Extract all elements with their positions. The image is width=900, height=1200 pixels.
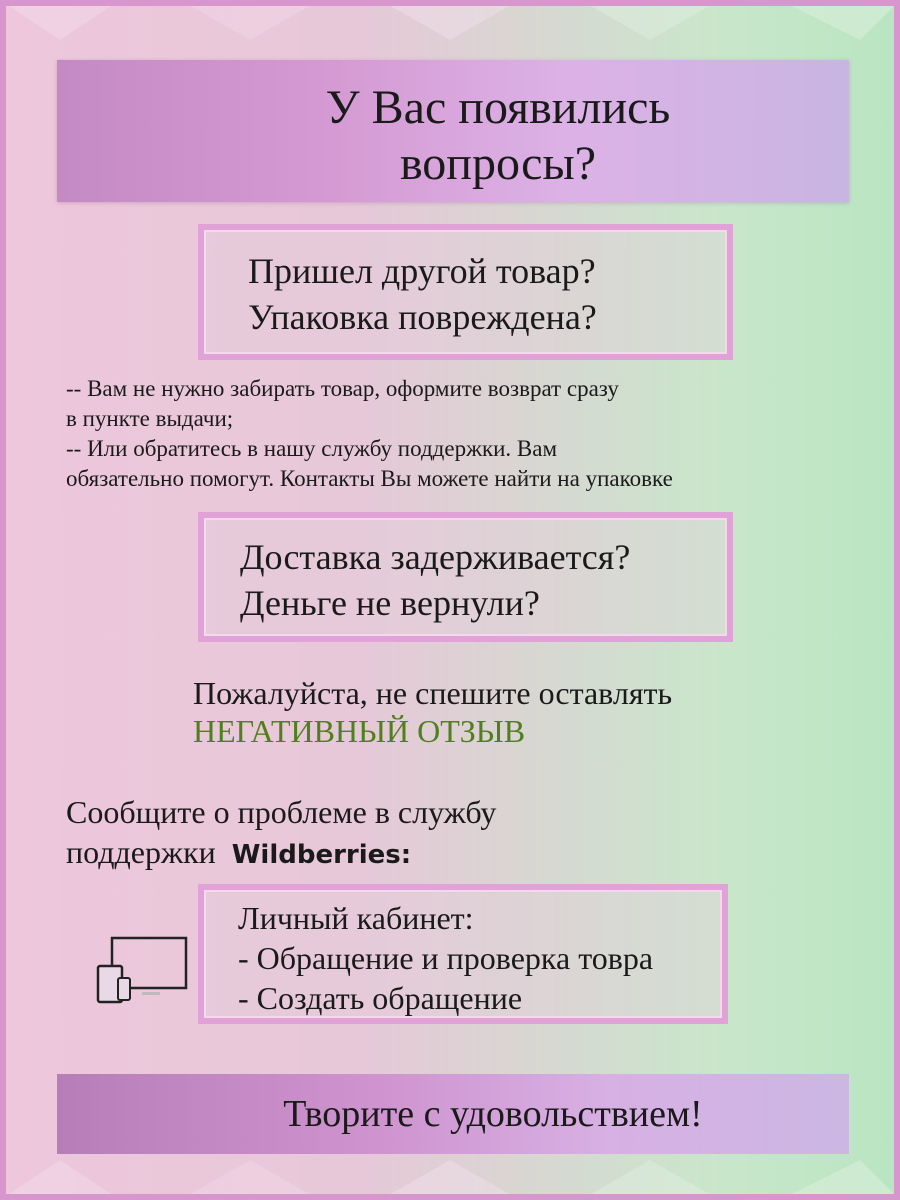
- report-line-2: [66, 832, 496, 875]
- please-message: [193, 674, 672, 750]
- header-title-line2: вопросы?: [399, 137, 597, 190]
- report-line: Сообщите о проблеме в службу: [66, 794, 497, 830]
- question-box-delivery: [198, 512, 733, 642]
- advice-note-line: в пункте выдачи;: [66, 406, 234, 431]
- advice-note-line: обязательно помогут. Контакты Вы можете найти на упаковке: [66, 466, 673, 491]
- advice-note-line: -- Или обратитесь в нашу службу поддержки. Вам: [66, 436, 558, 461]
- question-box-line: Доставка задерживается?: [240, 537, 631, 577]
- question-box-line: Пришел другой товар?: [248, 251, 596, 291]
- question-box-line: Упаковка повреждена?: [248, 297, 597, 337]
- header-title-line1: У Вас появились: [325, 81, 671, 134]
- question-box-wrong-item: [198, 224, 733, 360]
- footer-text: Творите с удовольствием!: [283, 1093, 703, 1135]
- decorative-pattern-top: [0, 0, 900, 40]
- question-box-line: Деньге не вернули?: [240, 583, 540, 623]
- header-banner: [57, 60, 849, 202]
- report-message: [66, 792, 496, 875]
- devices-icon: [94, 936, 190, 1006]
- account-box-line: Личный кабинет:: [238, 900, 474, 936]
- brand-name: Wildberries:: [231, 840, 412, 870]
- advice-note-line: -- Вам не нужно забирать товар, оформите возврат сразу: [66, 376, 619, 401]
- personal-account-box: [198, 884, 728, 1024]
- account-box-line: - Обращение и проверка товра: [238, 940, 654, 976]
- please-line: Пожалуйста, не спешите оставлять: [193, 675, 673, 711]
- advice-notes: [66, 374, 866, 494]
- header-title: [57, 60, 849, 192]
- footer-banner: [57, 1074, 849, 1154]
- report-prefix: поддержки: [66, 834, 216, 870]
- negative-review-text: НЕГАТИВНЫЙ ОТЗЫВ: [193, 713, 526, 749]
- decorative-pattern-bottom: [0, 1160, 900, 1200]
- account-box-line: - Создать обращение: [238, 980, 523, 1016]
